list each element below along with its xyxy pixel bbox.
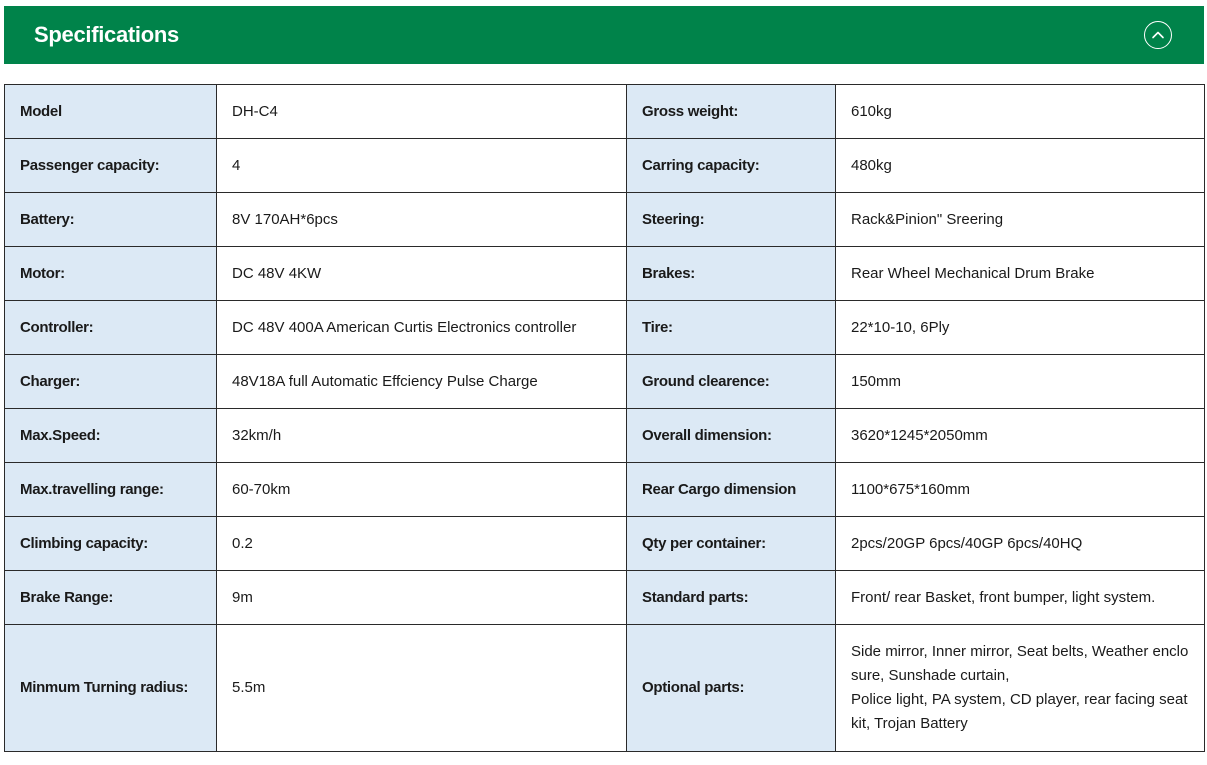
spec-label: Brake Range: — [5, 571, 217, 625]
spec-label: Climbing capacity: — [5, 517, 217, 571]
spec-value: 48V18A full Automatic Effciency Pulse Charge — [217, 355, 627, 409]
spec-value: 1100*675*160mm — [836, 463, 1205, 517]
table-row — [5, 409, 1205, 463]
spec-value: DH-C4 — [217, 85, 627, 139]
spec-value: 2pcs/20GP 6pcs/40GP 6pcs/40HQ — [836, 517, 1205, 571]
spec-value: 480kg — [836, 139, 1205, 193]
spec-label: Minmum Turning radius: — [5, 625, 217, 752]
spec-label: Motor: — [5, 247, 217, 301]
specifications-header[interactable] — [4, 6, 1204, 64]
table-row — [5, 193, 1205, 247]
spec-value: 22*10-10, 6Ply — [836, 301, 1205, 355]
spec-label: Qty per container: — [627, 517, 836, 571]
spec-label: Tire: — [627, 301, 836, 355]
spec-value: DC 48V 4KW — [217, 247, 627, 301]
spec-label: Optional parts: — [627, 625, 836, 752]
spec-label: Carring capacity: — [627, 139, 836, 193]
spec-value: Rack&Pinion" Sreering — [836, 193, 1205, 247]
spec-label: Standard parts: — [627, 571, 836, 625]
spec-value: 610kg — [836, 85, 1205, 139]
spec-label: Gross weight: — [627, 85, 836, 139]
table-row — [5, 301, 1205, 355]
spec-label: Charger: — [5, 355, 217, 409]
table-row — [5, 517, 1205, 571]
spec-value: 150mm — [836, 355, 1205, 409]
table-row — [5, 463, 1205, 517]
spec-value: 9m — [217, 571, 627, 625]
spec-label: Brakes: — [627, 247, 836, 301]
table-row — [5, 355, 1205, 409]
spec-value: 60-70km — [217, 463, 627, 517]
spec-label: Ground clearence: — [627, 355, 836, 409]
spec-value: 5.5m — [217, 625, 627, 752]
page-title: Specifications — [34, 22, 179, 47]
optional-parts-value: Side mirror, Inner mirror, Seat belts, Weather enclosure, Sunshade curtain, Police light, PA system, CD player, rear facing seat kit, Trojan Battery — [836, 625, 1205, 752]
spec-label: Rear Cargo dimension — [627, 463, 836, 517]
collapse-button[interactable] — [1144, 21, 1172, 49]
table-row — [5, 139, 1205, 193]
spec-label: Controller: — [5, 301, 217, 355]
spec-label: Steering: — [627, 193, 836, 247]
spec-label: Overall dimension: — [627, 409, 836, 463]
table-row — [5, 247, 1205, 301]
specifications-table — [4, 84, 1205, 752]
spec-value: 0.2 — [217, 517, 627, 571]
spec-value: DC 48V 400A American Curtis Electronics controller — [217, 301, 627, 355]
spec-label: Max.travelling range: — [5, 463, 217, 517]
spec-value: 8V 170AH*6pcs — [217, 193, 627, 247]
spec-label: Max.Speed: — [5, 409, 217, 463]
spec-value: Rear Wheel Mechanical Drum Brake — [836, 247, 1205, 301]
spec-label: Battery: — [5, 193, 217, 247]
table-row — [5, 85, 1205, 139]
spec-value: 32km/h — [217, 409, 627, 463]
spec-value: 3620*1245*2050mm — [836, 409, 1205, 463]
chevron-up-icon — [1151, 30, 1165, 40]
spec-value: 4 — [217, 139, 627, 193]
spec-label: Passenger capacity: — [5, 139, 217, 193]
table-row — [5, 571, 1205, 625]
spec-value: Front/ rear Basket, front bumper, light system. — [836, 571, 1205, 625]
table-row — [5, 625, 1205, 752]
spec-label: Model — [5, 85, 217, 139]
